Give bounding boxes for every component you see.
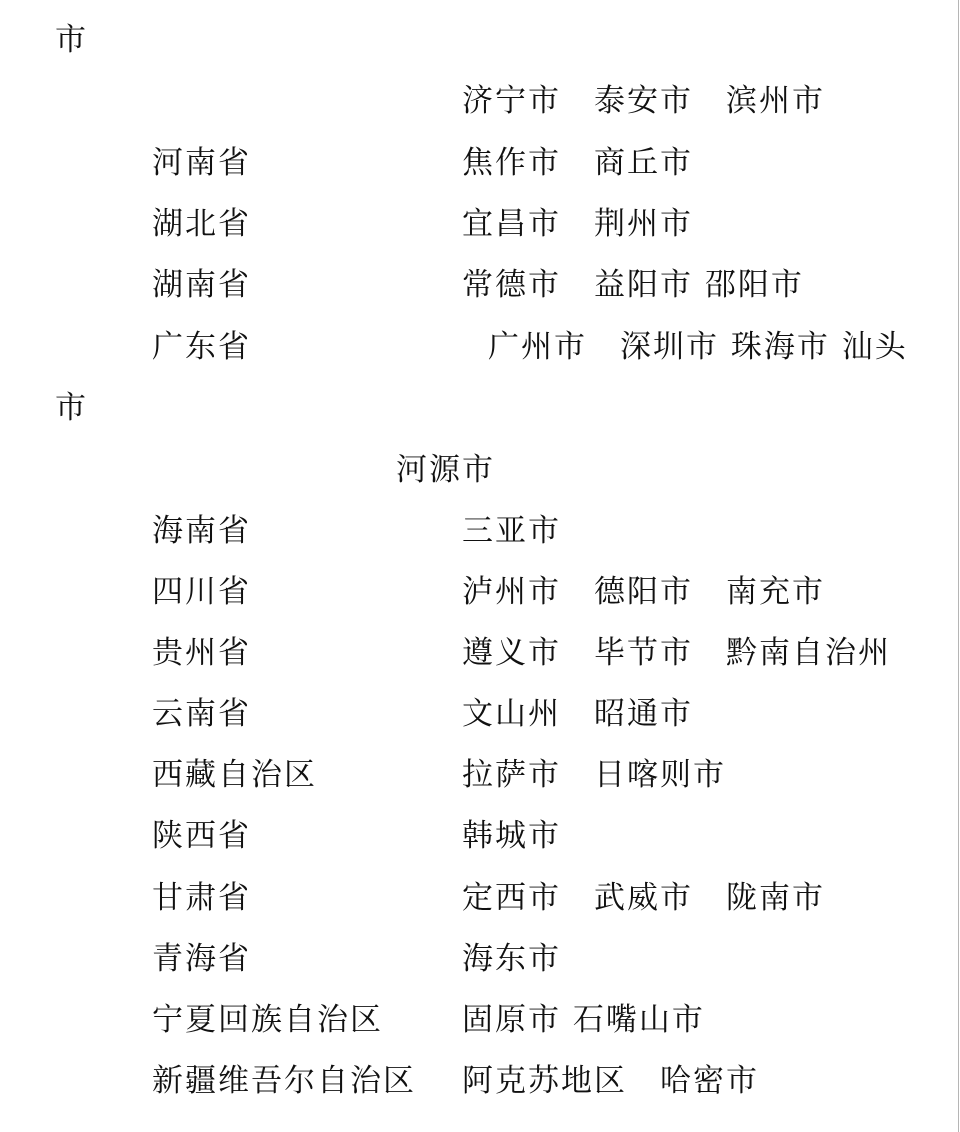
- province-shaanxi: 陕西省: [152, 818, 251, 854]
- province-henan: 河南省: [152, 145, 251, 181]
- city-list-sichuan: 泸州市 德阳市 南充市: [462, 574, 825, 610]
- city-list-yunnan: 文山州 昭通市: [462, 696, 693, 732]
- city-list-hubei: 宜昌市 荆州市: [462, 206, 693, 242]
- province-guangdong: 广东省: [152, 329, 251, 365]
- city-list-shaanxi: 韩城市: [462, 818, 561, 854]
- page-edge-line: [958, 0, 959, 1132]
- province-sichuan: 四川省: [152, 574, 251, 610]
- province-ningxia: 宁夏回族自治区: [152, 1002, 383, 1038]
- province-qinghai: 青海省: [152, 941, 251, 977]
- city-list-guangdong-wrap: 河源市: [396, 452, 495, 488]
- province-xinjiang: 新疆维吾尔自治区: [152, 1063, 416, 1099]
- province-yunnan: 云南省: [152, 696, 251, 732]
- province-gansu: 甘肃省: [152, 880, 251, 916]
- city-list-hainan: 三亚市: [462, 513, 561, 549]
- city-list-guizhou: 遵义市 毕节市 黔南自治州: [462, 635, 891, 671]
- city-list-xizang: 拉萨市 日喀则市: [462, 757, 726, 793]
- city-list-ningxia: 固原市 石嘴山市: [462, 1002, 705, 1038]
- province-hunan: 湖南省: [152, 267, 251, 303]
- province-hubei: 湖北省: [152, 206, 251, 242]
- wrap-char-guangdong: 市: [55, 390, 88, 426]
- city-list-gansu: 定西市 武威市 陇南市: [462, 880, 825, 916]
- province-guizhou: 贵州省: [152, 635, 251, 671]
- city-list-henan: 焦作市 商丘市: [462, 145, 693, 181]
- city-list-hunan: 常德市 益阳市 邵阳市: [462, 267, 804, 303]
- province-xizang: 西藏自治区: [152, 757, 317, 793]
- city-list-qinghai: 海东市: [462, 941, 561, 977]
- city-list-shandong-tail: 济宁市 泰安市 滨州市: [462, 83, 825, 119]
- city-list-guangdong: 广州市 深圳市 珠海市 汕头: [488, 329, 908, 365]
- province-hainan: 海南省: [152, 513, 251, 549]
- continuation-text: 市: [55, 22, 88, 58]
- city-list-xinjiang: 阿克苏地区 哈密市: [462, 1063, 759, 1099]
